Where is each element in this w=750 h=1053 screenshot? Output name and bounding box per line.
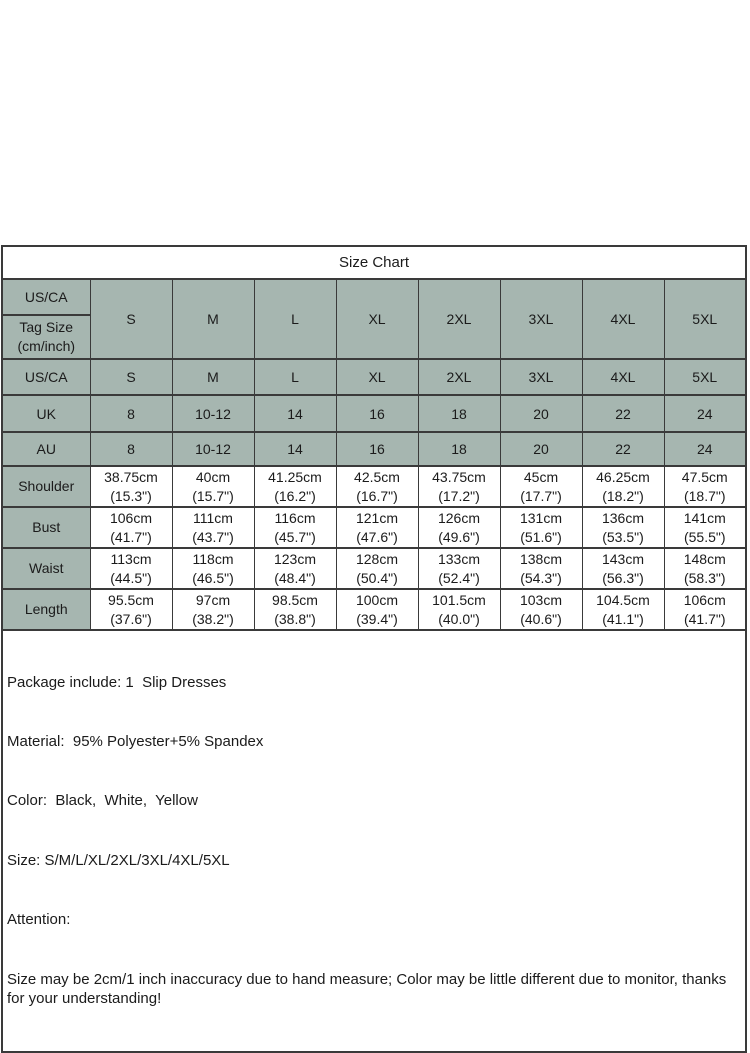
inch-value: (51.6") <box>520 528 562 545</box>
cm-value: 42.5cm <box>354 468 400 485</box>
inch-value: (47.6") <box>356 528 398 545</box>
measurement-cell <box>336 548 418 589</box>
conversion-cell: 24 <box>664 395 746 432</box>
cm-value: 136cm <box>601 509 645 526</box>
note-package: Package include: 1 Slip Dresses <box>7 673 227 691</box>
note-size: Size: S/M/L/XL/2XL/3XL/4XL/5XL <box>7 851 230 869</box>
conversion-cell: 22 <box>582 432 664 466</box>
measurement-cell <box>664 466 746 507</box>
inch-value: (58.3") <box>683 569 726 586</box>
row-bust <box>2 507 746 548</box>
tag-size-line2: (cm/inch) <box>17 338 76 354</box>
row-label: Bust <box>2 507 90 548</box>
conversion-cell: 8 <box>90 395 172 432</box>
measurement-cell <box>172 466 254 507</box>
cm-value: 43.75cm <box>432 468 486 485</box>
measurement-cell <box>336 507 418 548</box>
cm-value: 47.5cm <box>681 468 728 485</box>
inch-value: (15.7") <box>192 487 234 504</box>
row-au <box>2 432 746 466</box>
cm-value: 45cm <box>523 468 559 485</box>
size-header-cell: S <box>90 279 172 359</box>
measurement-cell <box>664 548 746 589</box>
inch-value: (50.4") <box>356 569 398 586</box>
measurement-cell <box>254 589 336 630</box>
measurement-cell <box>254 466 336 507</box>
measurement-cell <box>418 548 500 589</box>
conversion-cell: 20 <box>500 395 582 432</box>
measurement-cell <box>90 466 172 507</box>
conversion-cell: 8 <box>90 432 172 466</box>
size-header-cell: 2XL <box>418 279 500 359</box>
note-material: Material: 95% Polyester+5% Spandex <box>7 732 264 750</box>
inch-value: (18.7") <box>683 487 726 504</box>
inch-value: (56.3") <box>602 569 644 586</box>
cm-value: 148cm <box>683 550 726 567</box>
measurement-cell <box>90 589 172 630</box>
conversion-cell: 14 <box>254 432 336 466</box>
measurement-cell <box>664 507 746 548</box>
measurement-cell <box>336 589 418 630</box>
inch-value: (16.7") <box>356 487 398 504</box>
cm-value: 101.5cm <box>432 591 486 608</box>
inch-value: (49.6") <box>438 528 480 545</box>
measurement-cell <box>90 507 172 548</box>
size-chart-sheet <box>1 245 747 1053</box>
conversion-cell: 10-12 <box>172 395 254 432</box>
conversion-cell: 14 <box>254 395 336 432</box>
inch-value: (17.2") <box>438 487 480 504</box>
cm-value: 128cm <box>355 550 399 567</box>
measurement-cell <box>582 548 664 589</box>
measurement-cell <box>500 589 582 630</box>
row-label: Length <box>2 589 90 630</box>
measurement-cell <box>90 548 172 589</box>
size-header-cell: M <box>172 279 254 359</box>
inch-value: (46.5") <box>192 569 234 586</box>
note-disclaimer: Size may be 2cm/1 inch inaccuracy due to hand measure; Color may be little different due to monitor, thanks for your understanding! <box>7 970 731 1008</box>
conversion-cell: S <box>90 359 172 395</box>
inch-value: (48.4") <box>274 569 316 586</box>
conversion-cell: 18 <box>418 395 500 432</box>
inch-value: (55.5") <box>683 528 726 545</box>
cm-value: 126cm <box>437 509 481 526</box>
size-header-cell: XL <box>336 279 418 359</box>
size-header-cell: 3XL <box>500 279 582 359</box>
conversion-cell: 3XL <box>500 359 582 395</box>
inch-value: (40.6") <box>520 610 562 627</box>
inch-value: (53.5") <box>602 528 644 545</box>
header-us-ca-label: US/CA <box>2 279 90 315</box>
measurement-cell <box>582 589 664 630</box>
conversion-cell: XL <box>336 359 418 395</box>
inch-value: (41.1") <box>602 610 644 627</box>
title-row <box>2 246 746 279</box>
cm-value: 103cm <box>519 591 563 608</box>
conversion-cell: 16 <box>336 432 418 466</box>
note-attention: Attention: <box>7 911 71 929</box>
measurement-cell <box>418 589 500 630</box>
cm-value: 46.25cm <box>596 468 650 485</box>
conversion-cell: 4XL <box>582 359 664 395</box>
cm-value: 104.5cm <box>596 591 650 608</box>
measurement-cell <box>172 548 254 589</box>
size-chart-title: Size Chart <box>2 246 746 279</box>
conversion-cell: 2XL <box>418 359 500 395</box>
cm-value: 41.25cm <box>268 468 322 485</box>
measurement-cell <box>172 507 254 548</box>
product-notes <box>1 631 747 1053</box>
inch-value: (54.3") <box>520 569 562 586</box>
size-header-cell: 4XL <box>582 279 664 359</box>
row-uk <box>2 395 746 432</box>
row-label: AU <box>2 432 90 466</box>
conversion-cell: M <box>172 359 254 395</box>
size-header-cell: L <box>254 279 336 359</box>
conversion-cell: 16 <box>336 395 418 432</box>
cm-value: 40cm <box>195 468 231 485</box>
cm-value: 138cm <box>519 550 563 567</box>
measurement-cell <box>254 548 336 589</box>
conversion-cell: 20 <box>500 432 582 466</box>
row-label: US/CA <box>2 359 90 395</box>
measurement-cell <box>582 466 664 507</box>
row-label: Shoulder <box>2 466 90 507</box>
row-us-ca <box>2 359 746 395</box>
row-shoulder <box>2 466 746 507</box>
measurement-cell <box>500 507 582 548</box>
size-chart-table <box>1 245 747 631</box>
measurement-cell <box>500 466 582 507</box>
measurement-cell <box>172 589 254 630</box>
inch-value: (52.4") <box>438 569 480 586</box>
cm-value: 123cm <box>273 550 317 567</box>
inch-value: (15.3") <box>110 487 152 504</box>
inch-value: (38.2") <box>192 610 234 627</box>
cm-value: 143cm <box>601 550 645 567</box>
inch-value: (39.4") <box>356 610 398 627</box>
measurement-cell <box>418 466 500 507</box>
cm-value: 141cm <box>683 509 726 526</box>
cm-value: 121cm <box>355 509 399 526</box>
size-header-cell: 5XL <box>664 279 746 359</box>
inch-value: (38.8") <box>274 610 316 627</box>
inch-value: (40.0") <box>438 610 480 627</box>
inch-value: (44.5") <box>110 569 152 586</box>
measurement-cell <box>418 507 500 548</box>
conversion-cell: L <box>254 359 336 395</box>
conversion-cell: 22 <box>582 395 664 432</box>
row-length <box>2 589 746 630</box>
conversion-cell: 5XL <box>664 359 746 395</box>
cm-value: 38.75cm <box>104 468 158 485</box>
cm-value: 118cm <box>192 550 234 567</box>
tag-size-line1: Tag Size <box>19 319 74 335</box>
note-color: Color: Black, White, Yellow <box>7 792 198 810</box>
cm-value: 116cm <box>274 509 316 526</box>
row-waist <box>2 548 746 589</box>
inch-value: (41.7") <box>683 610 726 627</box>
cm-value: 100cm <box>355 591 399 608</box>
cm-value: 131cm <box>519 509 563 526</box>
cm-value: 97cm <box>195 591 231 608</box>
row-label: Waist <box>2 548 90 589</box>
measurement-cell <box>336 466 418 507</box>
conversion-cell: 10-12 <box>172 432 254 466</box>
inch-value: (16.2") <box>274 487 316 504</box>
inch-value: (45.7") <box>274 528 316 545</box>
inch-value: (17.7") <box>520 487 562 504</box>
cm-value: 106cm <box>683 591 726 608</box>
cm-value: 95.5cm <box>108 591 154 608</box>
conversion-cell: 24 <box>664 432 746 466</box>
cm-value: 113cm <box>110 550 152 567</box>
measurement-cell <box>254 507 336 548</box>
measurement-cell <box>582 507 664 548</box>
tag-size-label <box>2 315 90 359</box>
row-label: UK <box>2 395 90 432</box>
cm-value: 98.5cm <box>272 591 318 608</box>
cm-value: 106cm <box>109 509 153 526</box>
inch-value: (18.2") <box>602 487 644 504</box>
measurement-cell <box>500 548 582 589</box>
header-row-top <box>2 279 746 315</box>
cm-value: 111cm <box>193 509 233 526</box>
inch-value: (41.7") <box>110 528 152 545</box>
measurement-cell <box>664 589 746 630</box>
cm-value: 133cm <box>437 550 481 567</box>
inch-value: (37.6") <box>110 610 152 627</box>
inch-value: (43.7") <box>192 528 234 545</box>
conversion-cell: 18 <box>418 432 500 466</box>
